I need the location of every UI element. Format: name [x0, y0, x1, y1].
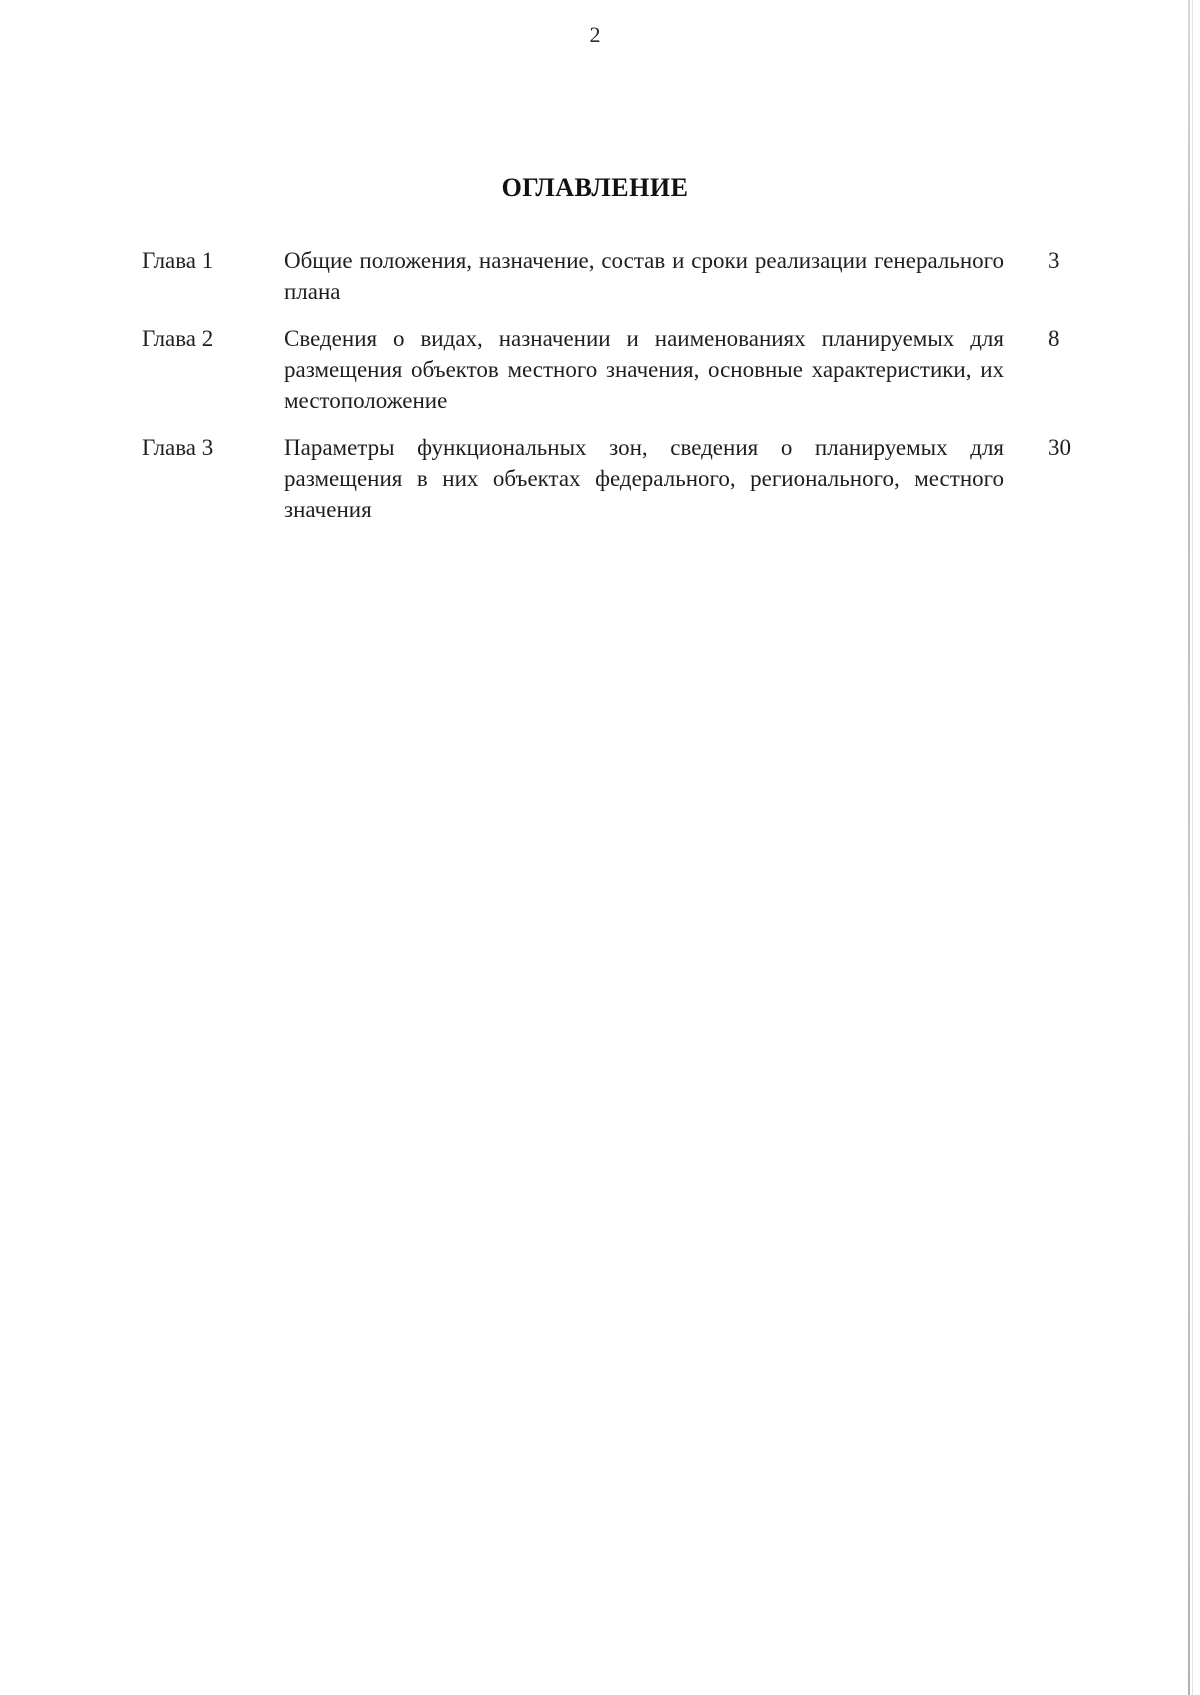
toc-title: ОГЛАВЛЕНИЕ — [501, 173, 689, 202]
toc-chapter-label: Глава 3 — [142, 435, 214, 460]
toc-chapter-title: Параметры функциональных зон, сведения о планируемых для размещения в них объектах федерального, регионального, местного значения — [284, 435, 1004, 522]
page-number: 2 — [589, 22, 601, 47]
toc-chapter-title: Общие положения, назначение, состав и сроки реализации генерального плана — [284, 248, 1004, 304]
toc-entry-chapter-1[interactable] — [142, 245, 1082, 307]
toc-entry-chapter-3[interactable] — [142, 432, 1082, 525]
toc-page-number: 30 — [1048, 435, 1071, 460]
toc-chapter-label: Глава 1 — [142, 248, 214, 273]
toc-chapter-label: Глава 2 — [142, 326, 214, 351]
toc-chapter-title: Сведения о видах, назначении и наименованиях планируемых для размещения объектов местного значения, основные характеристики, их местоположение — [284, 326, 1004, 413]
toc-page-number: 3 — [1048, 248, 1060, 273]
toc-entry-chapter-2[interactable] — [142, 323, 1082, 416]
scan-edge-line — [1192, 0, 1193, 1695]
table-of-contents — [142, 245, 1082, 541]
scan-edge-shadow — [1188, 0, 1190, 1695]
toc-page-number: 8 — [1048, 326, 1060, 351]
